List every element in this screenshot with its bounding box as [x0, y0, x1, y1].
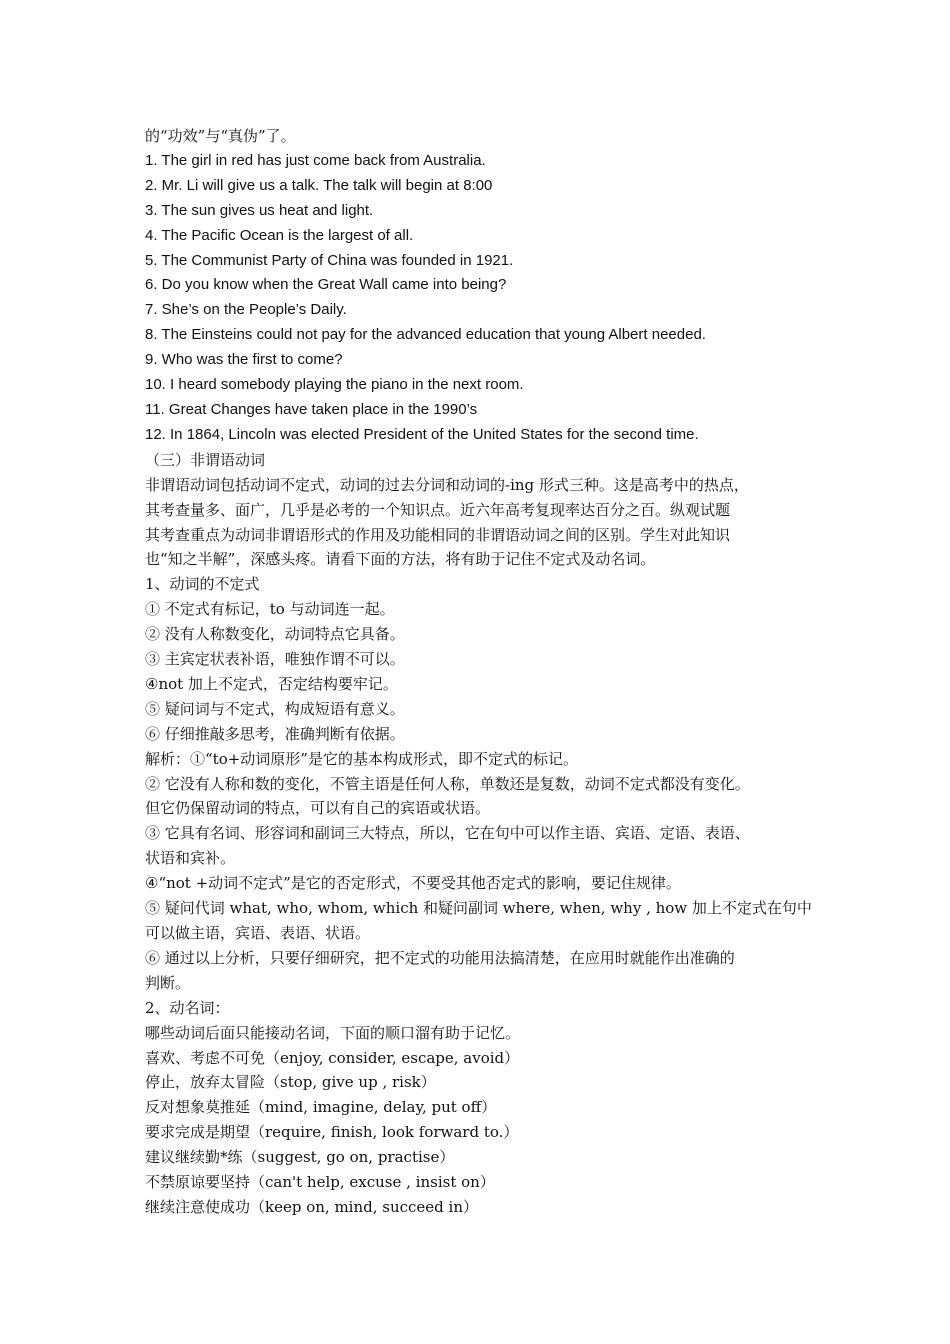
mnemonic-line: 建议继续勤*练（suggest, go on, practise） [145, 1148, 455, 1167]
paragraph-line: 哪些动词后面只能接动名词，下面的顺口溜有助于记忆。 [145, 1023, 521, 1042]
analysis-line: 可以做主语，宾语、表语、状语。 [145, 924, 371, 942]
example-sentence: 11. Great Changes have taken place in the 1990’s [145, 400, 478, 418]
subsection-heading: 2、动名词： [145, 998, 230, 1017]
analysis-line: 判断。 [145, 973, 191, 992]
subsection-heading: 1、动词的不定式 [145, 575, 260, 594]
example-sentence: 9. Who was the first to come? [145, 351, 343, 369]
example-sentence: 12. In 1864, Lincoln was elected President of the United States for the second time. [145, 425, 699, 443]
analysis-line: ⑤ 疑问代词 what, who, whom, which 和疑问副词 where, when, why , how 加上不定式在句中 [145, 899, 812, 918]
example-sentence: 3. The sun gives us heat and light. [145, 201, 374, 219]
mnemonic-line: 停止，放弃太冒险（stop, give up , risk） [145, 1073, 436, 1092]
paragraph-line: 也“知之半解”，深感头疼。请看下面的方法，将有助于记住不定式及动名词。 [145, 550, 656, 569]
mnemonic-line: 喜欢、考虑不可免（enjoy, consider, escape, avoid） [145, 1048, 520, 1067]
rhyme-line: ⑤ 疑问词与不定式，构成短语有意义。 [145, 699, 405, 718]
text-line: 的“功效”与“真伪”了。 [145, 127, 296, 145]
mnemonic-line: 不禁原谅要坚持（can't help, excuse , insist on） [145, 1173, 495, 1192]
example-sentence: 6. Do you know when the Great Wall came into being? [145, 276, 507, 294]
example-sentence: 10. I heard somebody playing the piano in the next room. [145, 376, 524, 394]
rhyme-line: ① 不定式有标记，to 与动词连一起。 [145, 600, 395, 619]
paragraph-line: 其考查量多、面广，几乎是必考的一个知识点。近六年高考复现率达百分之百。纵观试题 [145, 500, 731, 519]
mnemonic-line: 反对想象莫推延（mind, imagine, delay, put off） [145, 1098, 497, 1117]
rhyme-line: ③ 主宾定状表补语，唯独作谓不可以。 [145, 650, 405, 669]
example-sentence: 1. The girl in red has just come back from Australia. [145, 151, 486, 169]
analysis-line: 解析：①“to+动词原形”是它的基本构成形式，即不定式的标记。 [145, 749, 578, 768]
rhyme-line: ④not 加上不定式，否定结构要牢记。 [145, 674, 398, 693]
mnemonic-line: 继续注意使成功（keep on, mind, succeed in） [145, 1197, 479, 1216]
mnemonic-line: 要求完成是期望（require, finish, look forward to.） [145, 1123, 519, 1142]
analysis-line: ④“not +动词不定式”是它的否定形式，不要受其他否定式的影响，要记住规律。 [145, 874, 681, 893]
section-heading: （三）非谓语动词 [145, 450, 266, 469]
example-sentence: 7. She’s on the People’s Daily. [145, 301, 347, 319]
paragraph-line: 其考查重点为动词非谓语形式的作用及功能相同的非谓语动词之间的区别。学生对此知识 [145, 525, 731, 544]
analysis-line: ③ 它具有名词、形容词和副词三大特点，所以，它在句中可以作主语、宾语、定语、表语、 [145, 824, 750, 843]
document-body [145, 124, 825, 1220]
example-sentence: 2. Mr. Li will give us a talk. The talk will begin at 8:00 [145, 176, 493, 194]
example-sentence: 4. The Pacific Ocean is the largest of all. [145, 226, 414, 244]
analysis-line: ② 它没有人称和数的变化，不管主语是任何人称，单数还是复数，动词不定式都没有变化。 [145, 774, 750, 793]
rhyme-line: ② 没有人称数变化，动词特点它具备。 [145, 625, 405, 644]
example-sentence: 8. The Einsteins could not pay for the advanced education that young Albert needed. [145, 326, 706, 344]
analysis-line: 状语和宾补。 [145, 849, 236, 868]
analysis-line: ⑥ 通过以上分析，只要仔细研究，把不定式的功能用法搞清楚，在应用时就能作出准确的 [145, 948, 735, 967]
example-sentence: 5. The Communist Party of China was founded in 1921. [145, 251, 514, 269]
analysis-line: 但它仍保留动词的特点，可以有自己的宾语或状语。 [145, 799, 491, 818]
rhyme-line: ⑥ 仔细推敲多思考，准确判断有依据。 [145, 724, 405, 743]
paragraph-line: 非谓语动词包括动词不定式，动词的过去分词和动词的-ing 形式三种。这是高考中的热点， [145, 475, 749, 494]
